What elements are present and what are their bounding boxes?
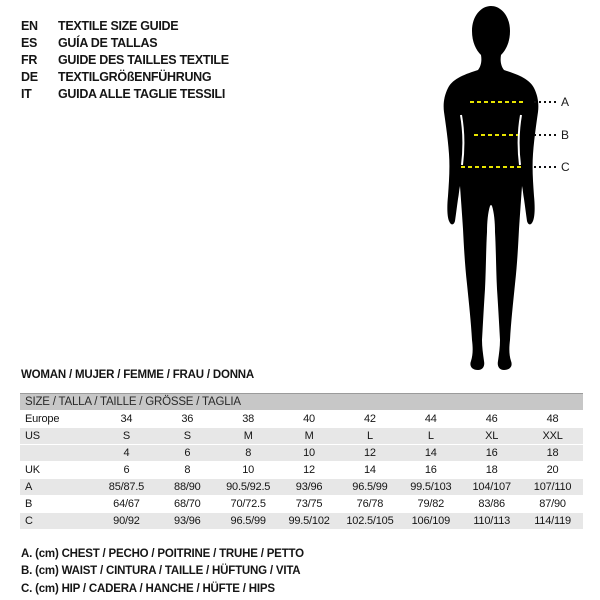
row-label bbox=[20, 445, 96, 462]
size-table-header-row bbox=[20, 394, 583, 411]
language-code: IT bbox=[21, 86, 32, 101]
size-table bbox=[20, 393, 583, 530]
table-row-uk bbox=[20, 462, 583, 479]
size-cell: L bbox=[427, 430, 434, 442]
size-cell: 10 bbox=[303, 447, 315, 459]
language-row-en bbox=[21, 17, 229, 34]
measurement-legend bbox=[21, 546, 304, 598]
size-cell: 106/109 bbox=[411, 515, 450, 527]
size-cell: 20 bbox=[546, 464, 559, 476]
size-cell: 83/86 bbox=[478, 498, 505, 510]
size-cell: 79/82 bbox=[417, 498, 445, 510]
size-cell: 12 bbox=[364, 447, 376, 459]
size-cell: 110/113 bbox=[473, 515, 511, 527]
size-cell: M bbox=[243, 430, 253, 442]
language-row-fr bbox=[21, 51, 229, 68]
row-label: UK bbox=[25, 464, 40, 476]
size-cell: 8 bbox=[245, 447, 252, 459]
size-cell: 14 bbox=[424, 447, 437, 459]
size-cell: 38 bbox=[242, 413, 255, 425]
language-title: GUÍA DE TALLAS bbox=[58, 35, 158, 50]
size-cell: S bbox=[183, 430, 191, 442]
language-title: TEXTILE SIZE GUIDE bbox=[58, 18, 179, 33]
language-row-de bbox=[21, 68, 229, 85]
size-cell: 16 bbox=[485, 447, 498, 459]
size-cell: 87/90 bbox=[539, 498, 566, 510]
row-label: C bbox=[25, 515, 33, 527]
size-cell: 99.5/103 bbox=[410, 481, 452, 493]
size-cell: 90/92 bbox=[113, 515, 140, 527]
woman-silhouette-graphic bbox=[440, 4, 575, 376]
row-label: B bbox=[25, 498, 33, 510]
size-cell: 44 bbox=[424, 413, 437, 425]
legend-chest: A. (cm) CHEST / PECHO / POITRINE / TRUHE / PETTO bbox=[21, 548, 304, 560]
size-cell: 42 bbox=[364, 413, 376, 425]
size-cell: 36 bbox=[181, 413, 194, 425]
language-title: GUIDA ALLE TAGLIE TESSILI bbox=[58, 86, 226, 101]
table-row-europe bbox=[20, 411, 583, 428]
size-cell: 96.5/99 bbox=[352, 481, 388, 493]
size-cell: 40 bbox=[303, 413, 315, 425]
language-list bbox=[21, 17, 229, 102]
language-code: ES bbox=[21, 35, 38, 50]
size-cell: 34 bbox=[120, 413, 133, 425]
size-cell: 96.5/99 bbox=[230, 515, 266, 527]
size-cell: 85/87.5 bbox=[108, 481, 145, 493]
size-cell: 14 bbox=[364, 464, 376, 476]
size-cell: 93/96 bbox=[295, 481, 323, 493]
table-row-chest bbox=[20, 479, 583, 496]
size-cell: 88/90 bbox=[174, 481, 201, 493]
size-cell: 6 bbox=[123, 464, 130, 476]
size-cell: 93/96 bbox=[174, 515, 201, 527]
table-row-us-numeric bbox=[20, 445, 583, 462]
table-row-hip bbox=[20, 513, 583, 530]
language-row-it bbox=[21, 85, 229, 102]
size-cell: 16 bbox=[424, 464, 437, 476]
row-label: A bbox=[25, 481, 33, 493]
measurement-figure bbox=[440, 4, 575, 376]
size-cell: 99.5/102 bbox=[288, 515, 330, 527]
language-title: GUIDE DES TAILLES TEXTILE bbox=[58, 52, 229, 67]
size-cell: 6 bbox=[184, 447, 191, 459]
size-cell: 104/107 bbox=[472, 481, 511, 493]
size-cell: 18 bbox=[485, 464, 498, 476]
size-cell: 90.5/92.5 bbox=[226, 481, 271, 493]
size-cell: 70/72.5 bbox=[230, 498, 266, 510]
row-label: US bbox=[25, 430, 40, 442]
size-cell: 114/119 bbox=[534, 515, 571, 527]
section-title: WOMAN / MUJER / FEMME / FRAU / DONNA bbox=[21, 369, 255, 381]
legend-waist: B. (cm) WAIST / CINTURA / TAILLE / HÜFTUNG / VITA bbox=[21, 565, 301, 578]
row-label: Europe bbox=[25, 413, 60, 425]
language-code: FR bbox=[21, 52, 38, 67]
marker-label-c: C bbox=[561, 160, 570, 174]
language-code: DE bbox=[21, 69, 38, 84]
size-cell: 107/110 bbox=[533, 481, 572, 493]
size-table-header: SIZE / TALLA / TAILLE / GRÖSSE / TAGLIA bbox=[20, 394, 583, 411]
language-row-es bbox=[21, 34, 229, 51]
size-cell: 102.5/105 bbox=[346, 515, 394, 527]
size-cell: XL bbox=[485, 430, 499, 442]
size-cell: XXL bbox=[542, 430, 563, 442]
size-cell: M bbox=[304, 430, 314, 442]
size-cell: S bbox=[122, 430, 130, 442]
size-cell: 68/70 bbox=[174, 498, 201, 510]
size-cell: 10 bbox=[242, 464, 255, 476]
size-cell: 48 bbox=[546, 413, 559, 425]
size-cell: 4 bbox=[123, 447, 130, 459]
marker-label-b: B bbox=[561, 128, 570, 142]
table-row-waist bbox=[20, 496, 583, 513]
language-code: EN bbox=[21, 18, 38, 33]
size-cell: 76/78 bbox=[356, 498, 384, 510]
table-row-us-letter bbox=[20, 428, 583, 445]
size-cell: 46 bbox=[485, 413, 498, 425]
marker-label-a: A bbox=[561, 95, 570, 109]
size-cell: L bbox=[366, 430, 373, 442]
size-cell: 64/67 bbox=[113, 498, 140, 510]
size-cell: 18 bbox=[546, 447, 559, 459]
size-cell: 8 bbox=[184, 464, 191, 476]
size-cell: 73/75 bbox=[295, 498, 323, 510]
legend-hip: C. (cm) HIP / CADERA / HANCHE / HÜFTE / HIPS bbox=[21, 582, 275, 595]
language-title: TEXTILGRÖßENFÜHRUNG bbox=[58, 69, 212, 84]
size-cell: 12 bbox=[303, 464, 315, 476]
woman-silhouette bbox=[444, 6, 539, 370]
